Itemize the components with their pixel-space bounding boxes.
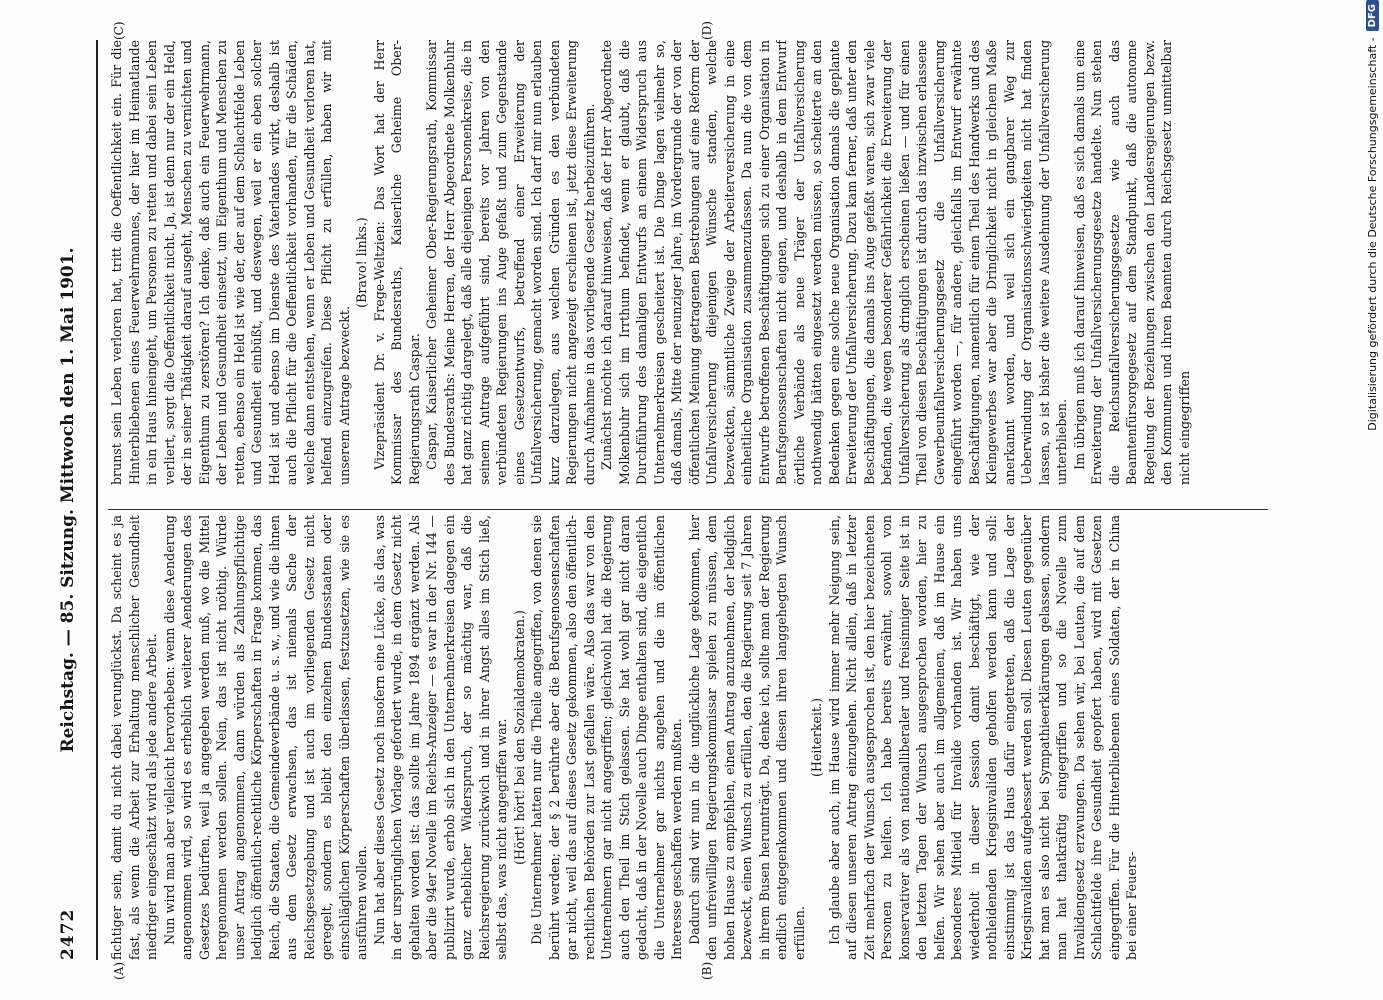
page-header (50, 40, 90, 960)
running-title: Reichstag. — 85. Sitzung. Mittwoch den 1. Mai 1901. (58, 247, 78, 753)
margin-marker-b: (B) (700, 961, 714, 980)
interjection: (Heiterkeit.) (809, 698, 824, 777)
credit-text: Digitalisierung gefördert durch die Deutsche Forschungsgemeinschaft - (1365, 37, 1379, 431)
dfg-logo: DFG (1366, 0, 1379, 31)
header-rule (96, 40, 98, 960)
column-divider (108, 509, 1268, 510)
right-column (108, 40, 1268, 485)
paragraph: Ich glaube aber auch, im Hause wird immer mehr Neigung sein, auf diesen unseren Antrag einzugehen. Nicht allein, daß in letzter Zeit mehrfach der Wunsch ausgesprochen ist, den hier bezeichneten Personen zu helfen. Ich habe bereits erwähnt, sowohl von konservativer als von nationalliberaler und freisinniger Seite ist in den letzten Tagen der Wunsch ausgesprochen worden, hier zu helfen. Wir sehen aber auch im allgemeinen, daß im Hause ein besonderes Mitleid für Invalide vorhanden ist. Wir haben uns wiederholt in dieser Session damit beschäftigt, wie der nothleidenden Kriegsinvaliden geholfen werden kann und soll: einstimmig ist das Haus dafür eingetreten, daß die Lage der Kriegsinvaliden aufgebessert werden soll. Diesen Leuten gegenüber hat man es also nicht bei Sympathieerklärungen gelassen, sondern man hat thatkräftig eingegriffen und so die Novelle zum Invalidengesetz erzwungen. Da sehen wir, bei Leuten, die auf dem Schlachtfelde ihre Gesundheit geopfert haben, wird mit Gesetzen eingegriffen. Für die Hinterbliebenen eines Soldaten, der in China bei einer Feuers- (826, 515, 1139, 960)
interjection: (Bravo! links.) (354, 217, 369, 308)
paragraph: Dadurch sind wir nun in die unglückliche Lage gekommen, hier den unfreiwilligen Regierungskommissar spielen zu müssen, dem hohen Hause zu empfehlen, einen Antrag anzunehmen, der lediglich bezweckt, einen Wunsch zu erfüllen, den die Regierung seit 7 Jahren in ihrem Busen herumträgt. Da, denke ich, sollte man der Regierung endlich entgegenkommen und diesen ihren langgehegten Wunsch erfüllen. (686, 515, 807, 960)
interjection: (Hört! hört! bei den Sozialdemokraten.) (511, 610, 527, 865)
margin-marker-a: (A) (112, 961, 126, 980)
left-column (108, 515, 1268, 960)
speaker-paragraph: Vizepräsident Dr. v. Frege-Weltzien: Das Wort hat der Herr Kommissar des Bundesraths, Kaiserliche Geheime Ober-Regierungsrath Caspar. (371, 40, 422, 485)
paragraph: Im übrigen muß ich darauf hinweisen, daß es sich damals um eine Erweiterung der Unfallversicherungsgesetze handelte. Nun stehen die Reichsunfallversicherungsgesetze wie auch das Beamtenfürsorgegesetz auf dem Standpunkt, daß die autonome Regelung der Beziehungen zwischen den Landesregierungen bezw. den Kommunen und ihren Beamten durch Reichsgesetz unmittelbar nicht eingegriffen (1071, 40, 1192, 485)
paragraph: brunst sein Leben verloren hat, tritt die Oeffentlichkeit ein. Für die Hinterbliebenen eines Feuerwehrmannes, der hier im Heimatlande in ein Haus hineingeht, um Personen zu retten und dabei sein Leben verliert, sorgt die Oeffentlichkeit nicht. Ja, ist denn nur der ein Held, der in seiner Thätigkeit darauf ausgeht, Menschen zu vernichten und Eigenthum zu zerstören? Ich denke, daß auch ein Feuerwehrmann, der Leben und Gesundheit einsetzt, um Eigenthum und Menschen zu retten, ebenso ein Held ist wie der, der auf dem Schlachtfelde Leben und Gesundheit einbüßt, und deswegen, weil er ein eben solcher Held ist und ebenso im Dienste des Vaterlandes wirkt, deshalb ist auch die Pflicht für die Oeffentlichkeit vorhanden, für die Schäden, welche dann entstehen, wenn er Leben und Gesundheit verloren hat, helfend einzugreifen. Diese Pflicht zu erfüllen, haben wir mit unserem Antrage bezweckt. (109, 40, 352, 485)
margin-marker-d: (D) (700, 21, 714, 40)
margin-marker-c: (C) (112, 21, 126, 40)
digitization-credit (1362, 0, 1382, 1000)
speaker-paragraph: Caspar, Kaiserlicher Geheimer Ober-Regierungsrath, Kommissar des Bundesraths: Meine Herren, der Herr Abgeordnete Molkenbuhr hat ganz richtig dargelegt, daß alle diejenigen Personenkreise, die in seinem Antrage aufgeführt sind, bereits vor Jahren von den verbündeten Regierungen ins Auge gefaßt und zum Gegenstande eines Gesetzentwurfs, betreffend einer Erweiterung der Unfallversicherung, gemacht worden sind. Ich darf mir nun erlauben kurz darzulegen, aus welchen Gründen es den verbündeten Regierungen nicht angezeigt erschienen ist, jetzt diese Erweiterung durch Aufnahme in das vorliegende Gesetz herbeizuführen. (424, 40, 597, 485)
paragraph: Nun hat aber dieses Gesetz noch insofern eine Lücke, als das, was in der ursprünglichen Vorlage gefordert wurde, in dem Gesetz nicht gehalten worden ist: das sollte im Jahre 1894 ergänzt werden. Als aber die 94er Novelle im Reichs-Anzeiger — es war in der Nr. 144 — publizirt wurde, erhob sich in den Unternehmerkreisen dagegen ein ganz erheblicher Widerspruch, der so mächtig war, daß die Reichsregierung zurückwich und in ihrer Angst alles im Stich ließ, selbst das, was nicht angegriffen war. (371, 515, 509, 960)
paragraph: Die Unternehmer hatten nur die Theile angegriffen, von denen sie berührt werden; der § 2 berührte aber die Berufsgenossenschaften gar nicht, weil das auf dieses Gesetz gekommen, also den öffentlich-rechtlichen Behörden zur Last gefallen wäre. Also das war von den Unternehmern gar nicht angegriffen; gleichwohl hat die Regierung auch den Theil im Stich gelassen. Sie hat wohl gar nicht daran gedacht, daß in der Novelle auch Dinge enthalten sind, die eigentlich die Unternehmer gar nichts angehen und die im öffentlichen Interesse geschaffen werden mußten. (529, 515, 684, 960)
page-number: 2472 (58, 908, 78, 960)
paragraph: Nun wird man aber vielleicht hervorheben: wenn diese Aenderung angenommen wird, so wird es erheblich weiterer Aenderungen des Gesetzes bedürfen, weil ja angegeben werden muß, wo die Mittel hergenommen werden sollen. Nein, das ist nicht nöthig. Würde unser Antrag angenommen, dann würden als Zahlungspflichtige lediglich öffentlich-rechtliche Körperschaften in Frage kommen, das Reich, die Staaten, die Gemeindeverbände u. s. w., und wie die ihnen aus dem Gesetz erwachsen, das ist niemals Sache der Reichsgesetzgebung und ist auch im vorliegenden Gesetz nicht geregelt, sondern es bleibt den einzelnen Bundesstaaten oder einschläglichen Körperschaften überlassen, festzusetzen, wie sie es ausführen wollen. (161, 515, 369, 960)
paragraph: Zunächst möchte ich darauf hinweisen, daß der Herr Abgeordnete Molkenbuhr sich im Irrthum befindet, wenn er glaubt, daß die Durchführung des damaligen Entwurfs an einem Widerspruch aus Unternehmerkreisen gescheitert ist. Die Dinge lagen vielmehr so, daß damals, Mitte der neunziger Jahre, im Vordergrunde der von der öffentlichen Meinung getragenen Bestrebungen auf eine Reform der Unfallversicherung diejenigen Wünsche standen, welche bezweckten, sämmtliche Zweige der Arbeiterversicherung in eine einheitliche Organisation zusammenzufassen. Da nun die von dem Entwurfe betroffenen Beschäftigungen sich zu einer Organisation in Berufsgenossenschaften nicht eignen, und deshalb in dem Entwurf örtliche Verbände als neue Träger der Unfallversicherung nothwendig hätten eingesetzt werden müssen, so scheiterte an den Bedenken gegen eine solche neue Organisation damals die geplante Erweiterung der Unfallversicherung. Dazu kam ferner, daß unter den Beschäftigungen, die damals ins Auge gefaßt waren, sich zwar viele befanden, die wegen besonderer Gefährlichkeit die Erweiterung der Unfallversicherung als dringlich erscheinen ließen — und für einen Theil von diesen Beschäftigungen ist durch das inzwischen erlassene Gewerbeunfallversicherungsgesetz die Unfallversicherung eingeführt worden —, für andere, gleichfalls im Entwurf erwähnte Beschäftigungen, namentlich für einen Theil des Handwerks und des Kleingewerbes war aber die Dringlichkeit nicht in gleichem Maße anerkannt worden, und weil sich ein gangbarer Weg zur Ueberwindung der Organisationsschwierigkeiten nicht hat finden lassen, so ist bisher die weitere Ausdehnung der Unfallversicherung unterblieben. (599, 40, 1069, 485)
paragraph: fichtiger sein, damit du nicht dabei verunglückst. Da scheint es ja fast, als wenn die Arbeit zur Erhaltung menschlicher Gesundheit niedriger eingeschätzt wird als jede andere Arbeit. (109, 515, 159, 960)
